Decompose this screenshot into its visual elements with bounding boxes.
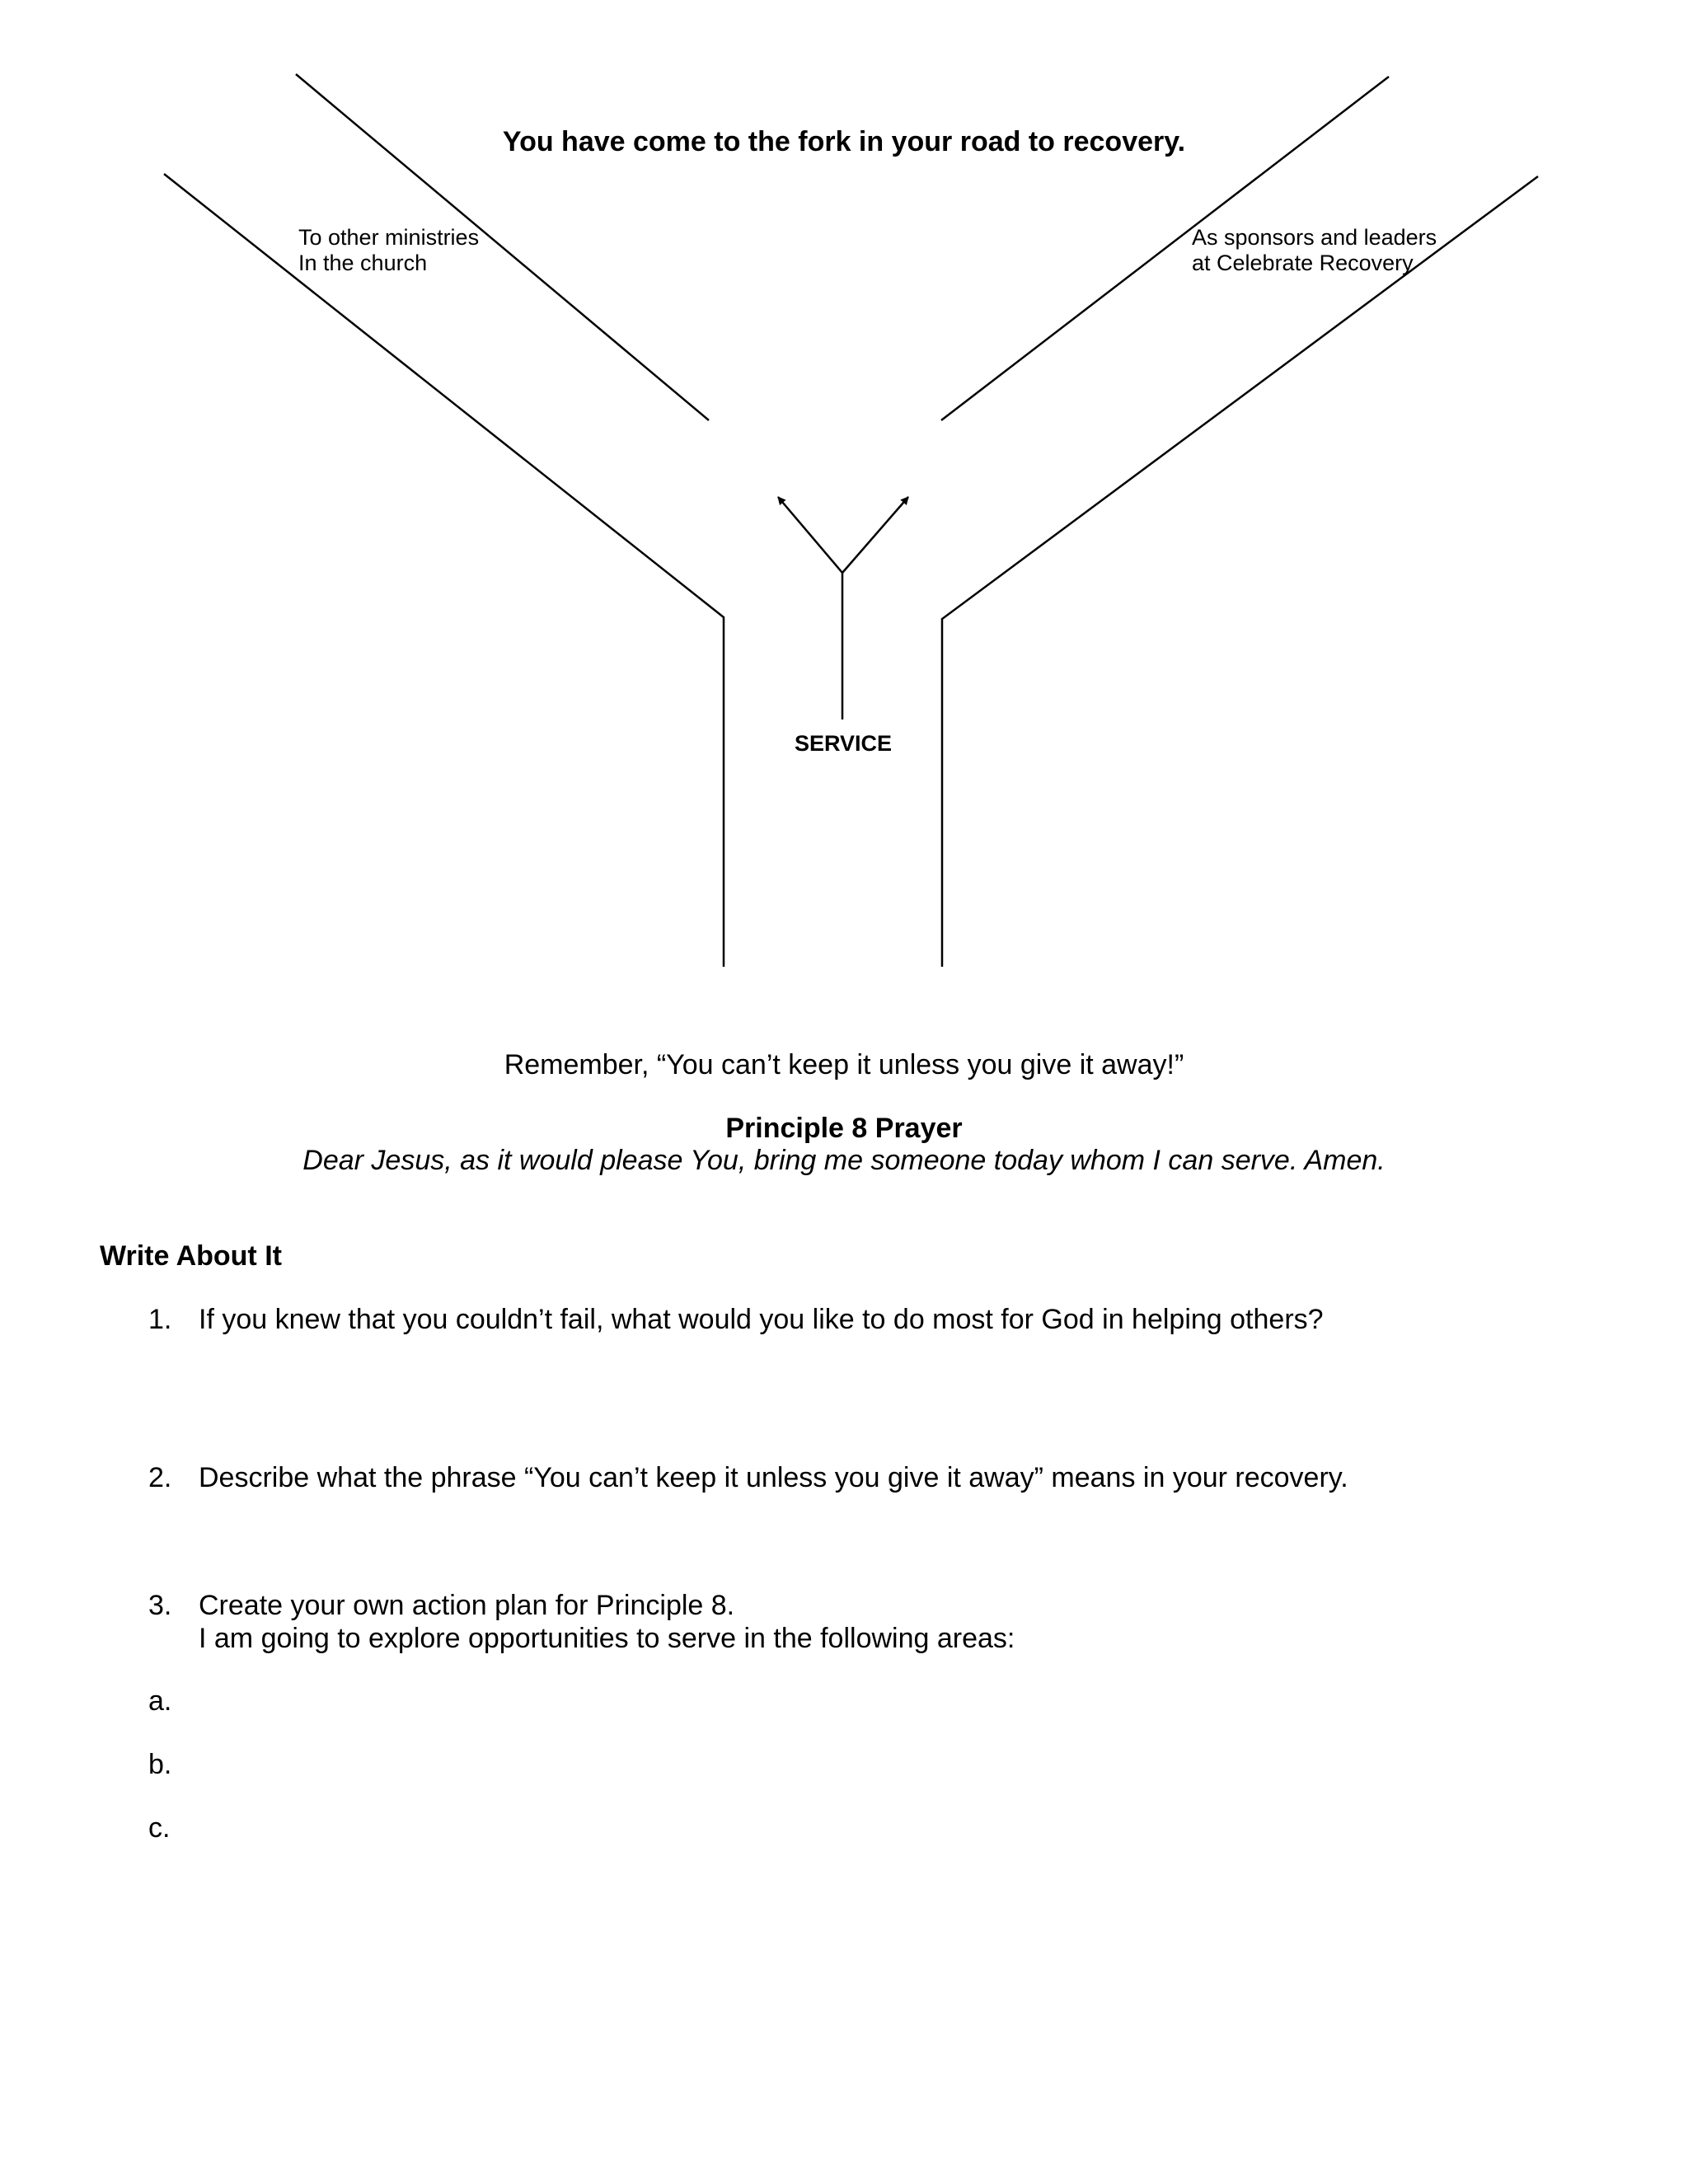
right-road-outer-edge — [942, 176, 1538, 967]
fork-title: You have come to the fork in your road to recovery. — [502, 126, 1186, 157]
left-road-label-line1: To other ministries — [298, 225, 480, 250]
question-3-number: 3. — [148, 1590, 172, 1621]
left-road-label — [298, 225, 479, 276]
prayer-text: Dear Jesus, as it would please You, bring me someone today whom I can serve. Amen. — [302, 1145, 1386, 1176]
right-arrow — [842, 497, 908, 573]
right-road-label-line1: As sponsors and leaders — [1192, 225, 1437, 250]
question-2-text: Describe what the phrase “You can’t keep it unless you give it away” means in your recovery. — [199, 1462, 1348, 1493]
right-road-label — [1192, 225, 1437, 276]
remember-quote: Remember, “You can’t keep it unless you give it away!” — [504, 1049, 1184, 1080]
answer-item-a: a. — [148, 1685, 172, 1717]
prayer-title: Principle 8 Prayer — [725, 1113, 963, 1144]
right-road-label-line2: at Celebrate Recovery — [1192, 251, 1414, 275]
left-road-label-line2: In the church — [298, 251, 428, 275]
question-1-text: If you knew that you couldn’t fail, what would you like to do most for God in helping others? — [199, 1304, 1324, 1335]
question-3-text-line1: Create your own action plan for Principle 8. — [199, 1590, 735, 1621]
answer-item-b: b. — [148, 1749, 172, 1780]
question-2-number: 2. — [148, 1462, 172, 1493]
answer-item-c: c. — [148, 1812, 171, 1844]
write-about-it-heading: Write About It — [100, 1240, 282, 1272]
question-3-text-line2: I am going to explore opportunities to serve in the following areas: — [199, 1623, 1015, 1654]
left-road-outer-edge — [164, 174, 724, 967]
question-1-number: 1. — [148, 1304, 172, 1335]
service-label: SERVICE — [795, 731, 893, 756]
left-arrow — [778, 497, 842, 573]
